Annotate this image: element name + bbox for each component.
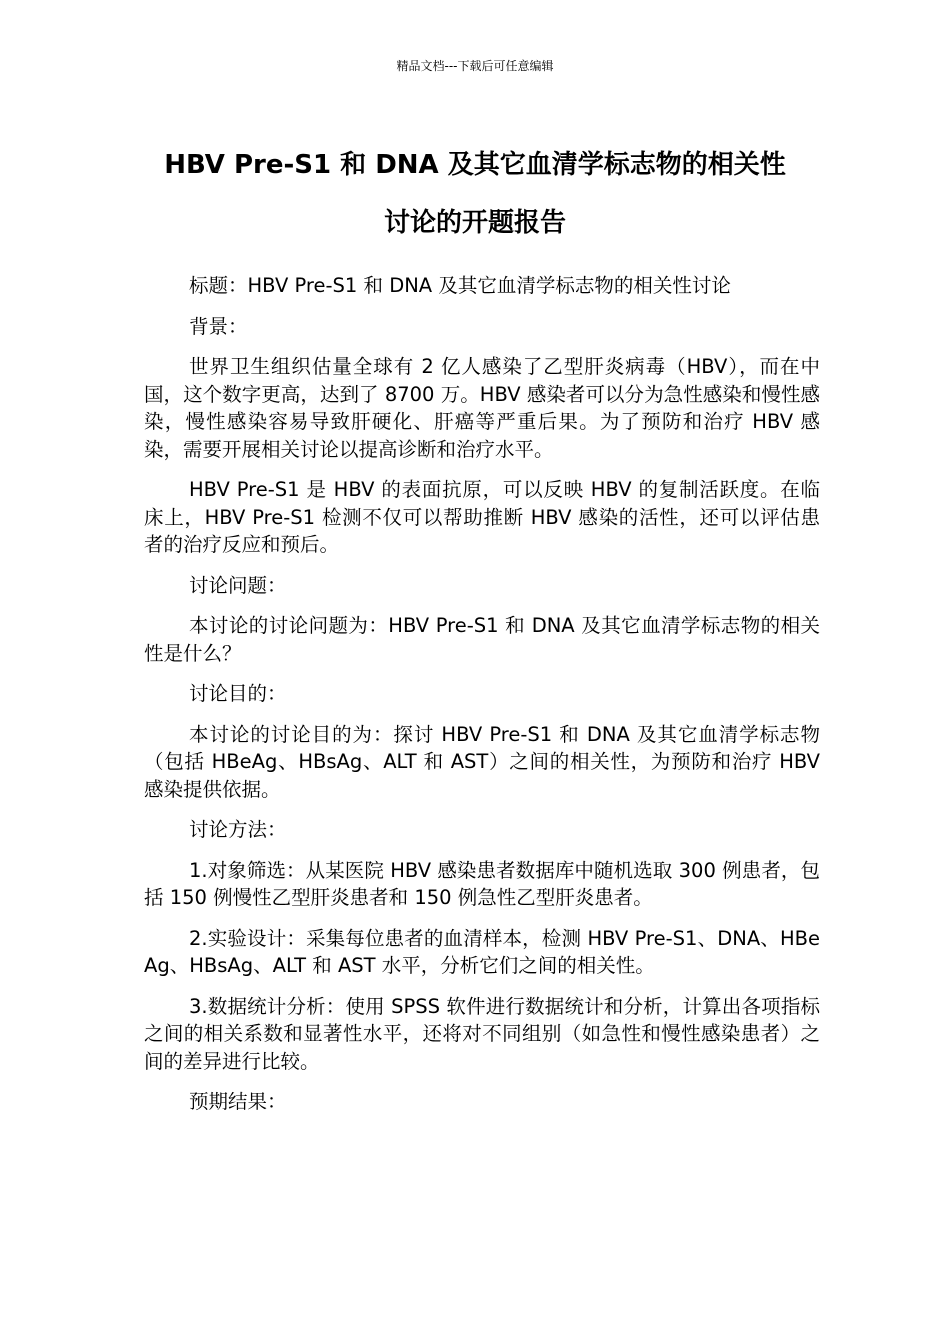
method-item-2: 2.实验设计：采集每位患者的血清样本，检测 HBV Pre-S1、DNA、HBeAg、HBsAg、ALT 和 AST 水平，分析它们之间的相关性。 — [144, 926, 820, 977]
document-title — [100, 136, 850, 252]
method-item-1: 1.对象筛选：从某医院 HBV 感染患者数据库中随机选取 300 例患者，包括 150 例慢性乙型肝炎患者和 150 例急性乙型肝炎患者。 — [144, 858, 820, 909]
section-heading-purpose: 讨论目的： — [189, 682, 287, 705]
section-heading-expected-results: 预期结果： — [189, 1090, 287, 1113]
section-heading-question: 讨论问题： — [189, 573, 287, 597]
document-title-line-2: 讨论的开题报告 — [383, 208, 566, 238]
header-note: 精品文档---下载后可任意编辑 — [396, 59, 554, 73]
document-body — [144, 272, 820, 1129]
document-title-line-1: HBV Pre-S1 和 DNA 及其它血清学标志物的相关性 — [164, 150, 786, 180]
section-heading-method: 讨论方法： — [189, 818, 287, 841]
background-paragraph-2: HBV Pre-S1 是 HBV 的表面抗原，可以反映 HBV 的复制活跃度。在临床上，HBV Pre-S1 检测不仅可以帮助推断 HBV 感染的活性，还可以评估患者的治疗反应和预后。 — [144, 478, 820, 556]
method-item-3: 3.数据统计分析：使用 SPSS 软件进行数据统计和分析，计算出各项指标之间的相关系数和显著性水平，还将对不同组别（如急性和慢性感染患者）之间的差异进行比较。 — [144, 994, 820, 1073]
purpose-paragraph: 本讨论的讨论目的为：探讨 HBV Pre-S1 和 DNA 及其它血清学标志物（包括 HBeAg、HBsAg、ALT 和 AST）之间的相关性，为预防和治疗 HBV 感染提供依据。 — [144, 722, 820, 801]
title-statement: 标题：HBV Pre-S1 和 DNA 及其它血清学标志物的相关性讨论 — [189, 274, 731, 297]
background-paragraph-1: 世界卫生组织估量全球有 2 亿人感染了乙型肝炎病毒（HBV），而在中国，这个数字更高，达到了 8700 万。HBV 感染者可以分为急性感染和慢性感染，慢性感染容易导致肝硬化、肝癌等严重后果。为了预防和治疗 HBV 感染，需要开展相关讨论以提高诊断和治疗水平。 — [144, 355, 820, 461]
section-heading-background: 背景： — [189, 314, 248, 338]
question-paragraph: 本讨论的讨论问题为：HBV Pre-S1 和 DNA 及其它血清学标志物的相关性是什么？ — [144, 614, 820, 665]
